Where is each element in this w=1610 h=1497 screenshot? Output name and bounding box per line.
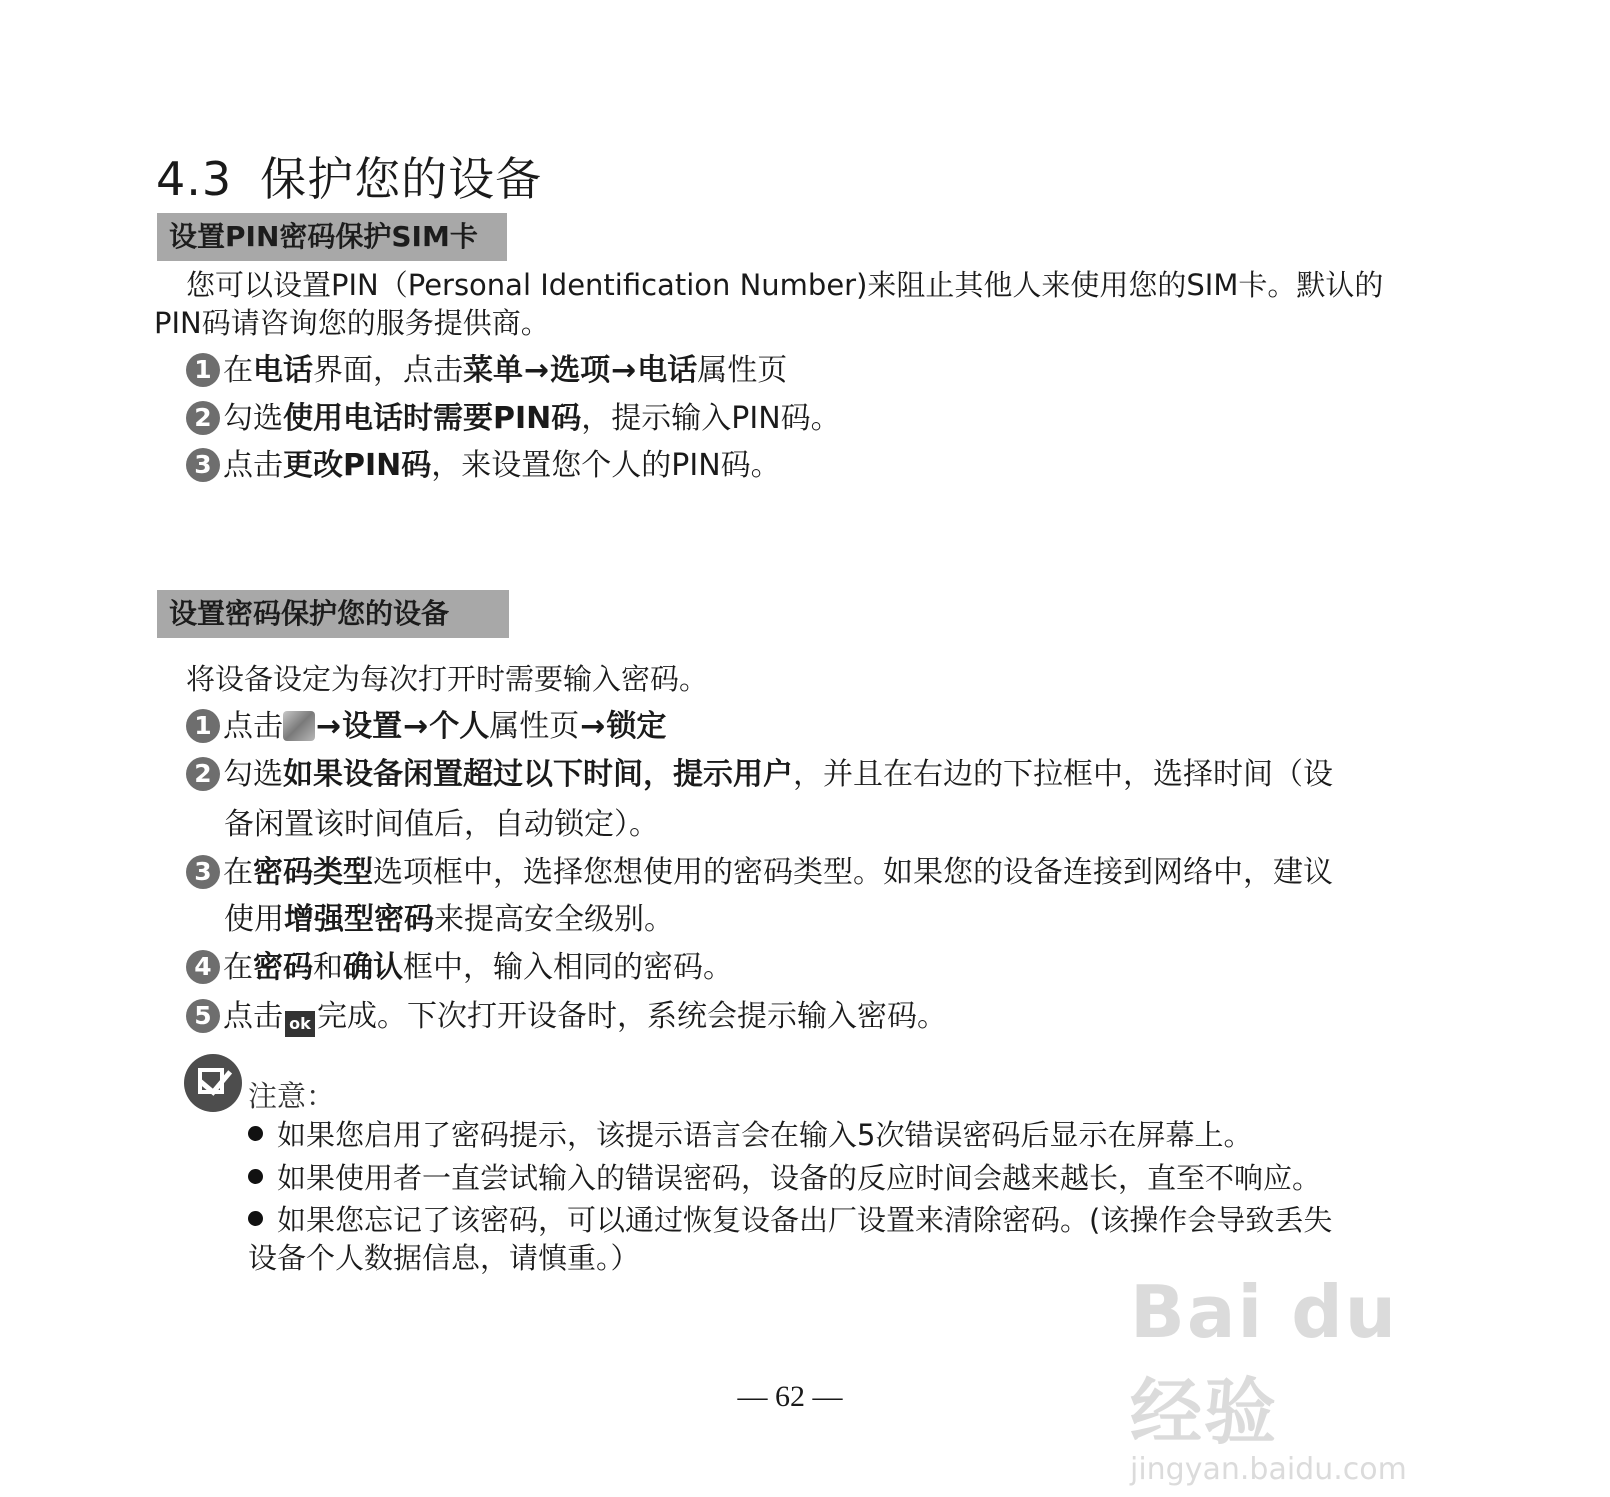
- step-bold-text: 选项: [550, 353, 611, 388]
- step-text: 点击: [223, 709, 283, 744]
- section-title: 保护您的设备: [260, 152, 543, 206]
- ok-icon: ok: [285, 1011, 315, 1037]
- step-1-lock: [186, 702, 666, 752]
- step-text: 使用: [224, 902, 284, 937]
- step-text: 勾选: [223, 757, 283, 792]
- step-bold-text: 个人: [429, 709, 490, 744]
- step-1-pin: [186, 346, 787, 396]
- step-text: 点击: [223, 999, 283, 1034]
- note-bullet-text: 如果您启用了密码提示，该提示语言会在输入5次错误密码后显示在屏幕上。: [277, 1118, 1253, 1152]
- step-number-badge: 1: [186, 353, 220, 387]
- section2-intro: 将设备设定为每次打开时需要输入密码。: [186, 662, 709, 696]
- step-text: 点击: [223, 448, 283, 483]
- step-bold-text: 如果设备闲置超过以下时间，提示用户: [283, 757, 793, 792]
- step-bold-text: 密码: [253, 950, 313, 985]
- page-title: [156, 143, 542, 209]
- step-text: 在: [223, 855, 253, 890]
- arrow-right-icon: →: [316, 709, 342, 744]
- arrow-right-icon: →: [403, 709, 429, 744]
- section-header-pin: 设置PIN密码保护SIM卡: [157, 213, 507, 261]
- step-bold-text: 电话: [253, 353, 313, 388]
- step-bold-text: 锁定: [606, 709, 667, 744]
- step-number-badge: 4: [186, 950, 220, 984]
- arrow-right-icon: →: [611, 353, 637, 388]
- baidu-jingyan-watermark: [1130, 1270, 1490, 1487]
- step-text: 勾选: [223, 401, 283, 436]
- step-text: 和: [313, 950, 343, 985]
- note-bullet-continuation: 设备个人数据信息，请慎重。）: [248, 1241, 640, 1275]
- step-bold-text: 电话: [637, 353, 698, 388]
- step-2-lock: [186, 750, 1333, 800]
- step-2-pin: [186, 394, 841, 444]
- step-text: 属性页: [697, 353, 788, 388]
- step-bold-text: 使用电话时需要PIN码: [283, 401, 582, 436]
- step-bold-text: 菜单: [463, 353, 523, 388]
- step-5-lock: [186, 992, 947, 1042]
- note-label: 注意：: [248, 1079, 336, 1113]
- step-number-badge: 5: [186, 999, 220, 1033]
- bullet-icon: [248, 1211, 263, 1226]
- note-bullet: [248, 1200, 1332, 1240]
- step-text: 完成。下次打开设备时，系统会提示输入密码。: [317, 999, 947, 1034]
- step-2-lock-continuation: 备闲置该时间值后，自动锁定）。: [224, 807, 659, 842]
- checkbox-note-icon: [184, 1054, 242, 1112]
- bullet-icon: [248, 1169, 263, 1184]
- watermark-url-text: jingyan.baidu.com: [1130, 1452, 1407, 1487]
- step-number-badge: 2: [186, 757, 220, 791]
- arrow-right-icon: →: [524, 353, 550, 388]
- step-text: ，来设置您个人的PIN码。: [431, 448, 781, 483]
- step-text: ，提示输入PIN码。: [581, 401, 841, 436]
- bullet-icon: [248, 1126, 263, 1141]
- step-bold-text: 设置: [342, 709, 403, 744]
- note-bullet: [248, 1115, 1252, 1155]
- page-number: — 62 —: [737, 1380, 843, 1413]
- step-text: ，并且在右边的下拉框中，选择时间（设: [793, 757, 1333, 792]
- note-bullet-text: 如果使用者一直尝试输入的错误密码，设备的反应时间会越来越长，直至不响应。: [277, 1161, 1322, 1195]
- step-bold-text: 确认: [343, 950, 403, 985]
- step-bold-text: 更改PIN码: [283, 448, 432, 483]
- note-bullet-text: 如果您忘记了该密码，可以通过恢复设备出厂设置来清除密码。(该操作会导致丢失: [277, 1203, 1333, 1237]
- step-text: 选项框中，选择您想使用的密码类型。如果您的设备连接到网络中，建议: [373, 855, 1333, 890]
- step-4-lock: [186, 943, 733, 993]
- step-text: 界面，点击: [313, 353, 463, 388]
- step-number-badge: 3: [186, 855, 220, 889]
- step-3-pin: [186, 441, 781, 491]
- step-number-badge: 2: [186, 401, 220, 435]
- section1-intro-line1: 您可以设置PIN（Personal Identification Number)来阻止其他人来使用您的SIM卡。默认的: [186, 268, 1384, 302]
- step-text: 在: [223, 950, 253, 985]
- step-text: 在: [223, 353, 253, 388]
- watermark-main-text: Bai du 经验: [1130, 1270, 1399, 1454]
- step-3-lock-continuation: [224, 895, 674, 945]
- step-number-badge: 1: [186, 709, 220, 743]
- step-bold-text: 增强型密码: [284, 902, 434, 937]
- section-header-password: 设置密码保护您的设备: [157, 590, 509, 638]
- note-bullet: [248, 1158, 1321, 1198]
- step-text: 框中，输入相同的密码。: [403, 950, 733, 985]
- step-text: 属性页: [489, 709, 580, 744]
- step-text: 来提高安全级别。: [434, 902, 674, 937]
- arrow-right-icon: →: [580, 709, 606, 744]
- windows-start-icon: [283, 711, 315, 741]
- section-number: 4.3: [156, 152, 233, 206]
- step-number-badge: 3: [186, 448, 220, 482]
- section1-intro-line2: PIN码请咨询您的服务提供商。: [154, 306, 550, 340]
- step-3-lock: [186, 848, 1333, 898]
- step-bold-text: 密码类型: [253, 855, 373, 890]
